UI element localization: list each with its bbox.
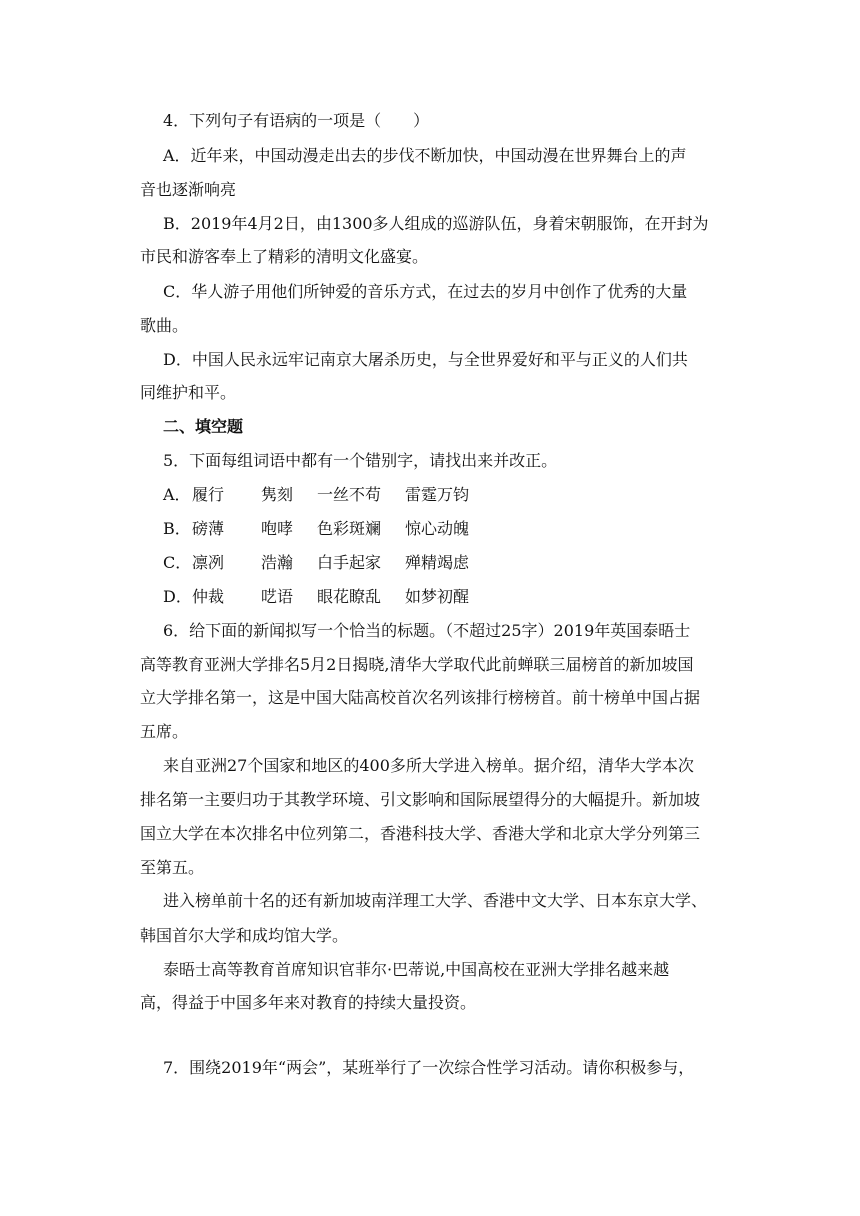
q4-option-a-line2: 音也逐渐响亮 — [140, 180, 237, 199]
word: 仲裁 — [192, 587, 225, 606]
q6-para1-line2: 高等教育亚洲大学排名5月2日揭晓,清华大学取代此前蝉联三届榜首的新加坡国 — [140, 655, 694, 674]
q4-option-b-line1: B．2019年4月2日，由1300多人组成的巡游队伍，身着宋朝服饰，在开封为 — [163, 214, 709, 233]
word: 色彩斑斓 — [317, 519, 382, 538]
q4-option-b-line2: 市民和游客奉上了精彩的清明文化盛宴。 — [140, 247, 429, 266]
word: 咆哮 — [261, 519, 294, 538]
word: 惊心动魄 — [405, 519, 470, 538]
q6-para2-line1: 来自亚洲27个国家和地区的400多所大学进入榜单。据介绍，清华大学本次 — [163, 756, 694, 775]
q4-option-d-line2: 同维护和平。 — [140, 383, 237, 402]
word: 眼花瞭乱 — [317, 587, 382, 606]
q6-para3-line2: 韩国首尔大学和成均馆大学。 — [140, 926, 349, 945]
word: 履行 — [192, 485, 225, 504]
option-label: C． — [163, 553, 192, 572]
word: 一丝不苟 — [317, 485, 382, 504]
word: 白手起家 — [317, 553, 382, 572]
word: 隽刻 — [261, 485, 294, 504]
q6-para2-line2: 排名第一主要归功于其教学环境、引文影响和国际展望得分的大幅提升。新加坡 — [140, 790, 701, 809]
word: 凛冽 — [192, 553, 225, 572]
q4-option-c-line2: 歌曲。 — [140, 316, 189, 335]
word: 呓语 — [261, 587, 294, 606]
q6-para4-line1: 泰晤士高等教育首席知识官菲尔·巴蒂说,中国高校在亚洲大学排名越来越 — [163, 960, 670, 979]
q5-row-d — [163, 587, 469, 607]
q6-para3-line1: 进入榜单前十名的还有新加坡南洋理工大学、香港中文大学、日本东京大学、 — [163, 891, 708, 910]
q6-para2-line4: 至第五。 — [140, 858, 205, 877]
q5-stem: 5．下面每组词语中都有一个错别字，请找出来并改正。 — [163, 451, 558, 470]
q6-para1-line1: 6．给下面的新闻拟写一个恰当的标题。（不超过25字）2019年英国泰晤士 — [163, 621, 691, 640]
q6-para4-line2: 高，得益于中国多年来对教育的持续大量投资。 — [140, 993, 477, 1012]
q4-stem: 4．下列句子有语病的一项是（ ） — [163, 111, 430, 130]
q7-stem: 7．围绕2019年“两会”，某班举行了一次综合性学习活动。请你积极参与， — [163, 1058, 695, 1077]
q4-option-a-line1: A．近年来，中国动漫走出去的步伐不断加快，中国动漫在世界舞台上的声 — [163, 146, 687, 165]
option-label: A． — [163, 485, 191, 504]
q4-option-d-line1: D．中国人民永远牢记南京大屠杀历史，与全世界爱好和平与正义的人们共 — [163, 350, 688, 369]
q5-row-c — [163, 553, 469, 573]
word: 如梦初醒 — [405, 587, 470, 606]
q6-para1-line3: 立大学排名第一，这是中国大陆高校首次名列该排行榜榜首。前十榜单中国占据 — [140, 688, 701, 707]
q6-para1-line4: 五席。 — [140, 722, 189, 741]
word: 雷霆万钧 — [405, 485, 470, 504]
option-label: B． — [163, 519, 191, 538]
section-heading: 二、填空题 — [163, 417, 244, 436]
word: 磅薄 — [192, 519, 225, 538]
q5-row-b — [163, 519, 469, 539]
q6-para2-line3: 国立大学在本次排名中位列第二，香港科技大学、香港大学和北京大学分列第三 — [140, 824, 701, 843]
option-label: D． — [163, 587, 192, 606]
word: 浩瀚 — [261, 553, 294, 572]
word: 殚精竭虑 — [405, 553, 470, 572]
q4-option-c-line1: C．华人游子用他们所钟爱的音乐方式，在过去的岁月中创作了优秀的大量 — [163, 282, 688, 301]
q5-row-a — [163, 485, 469, 505]
